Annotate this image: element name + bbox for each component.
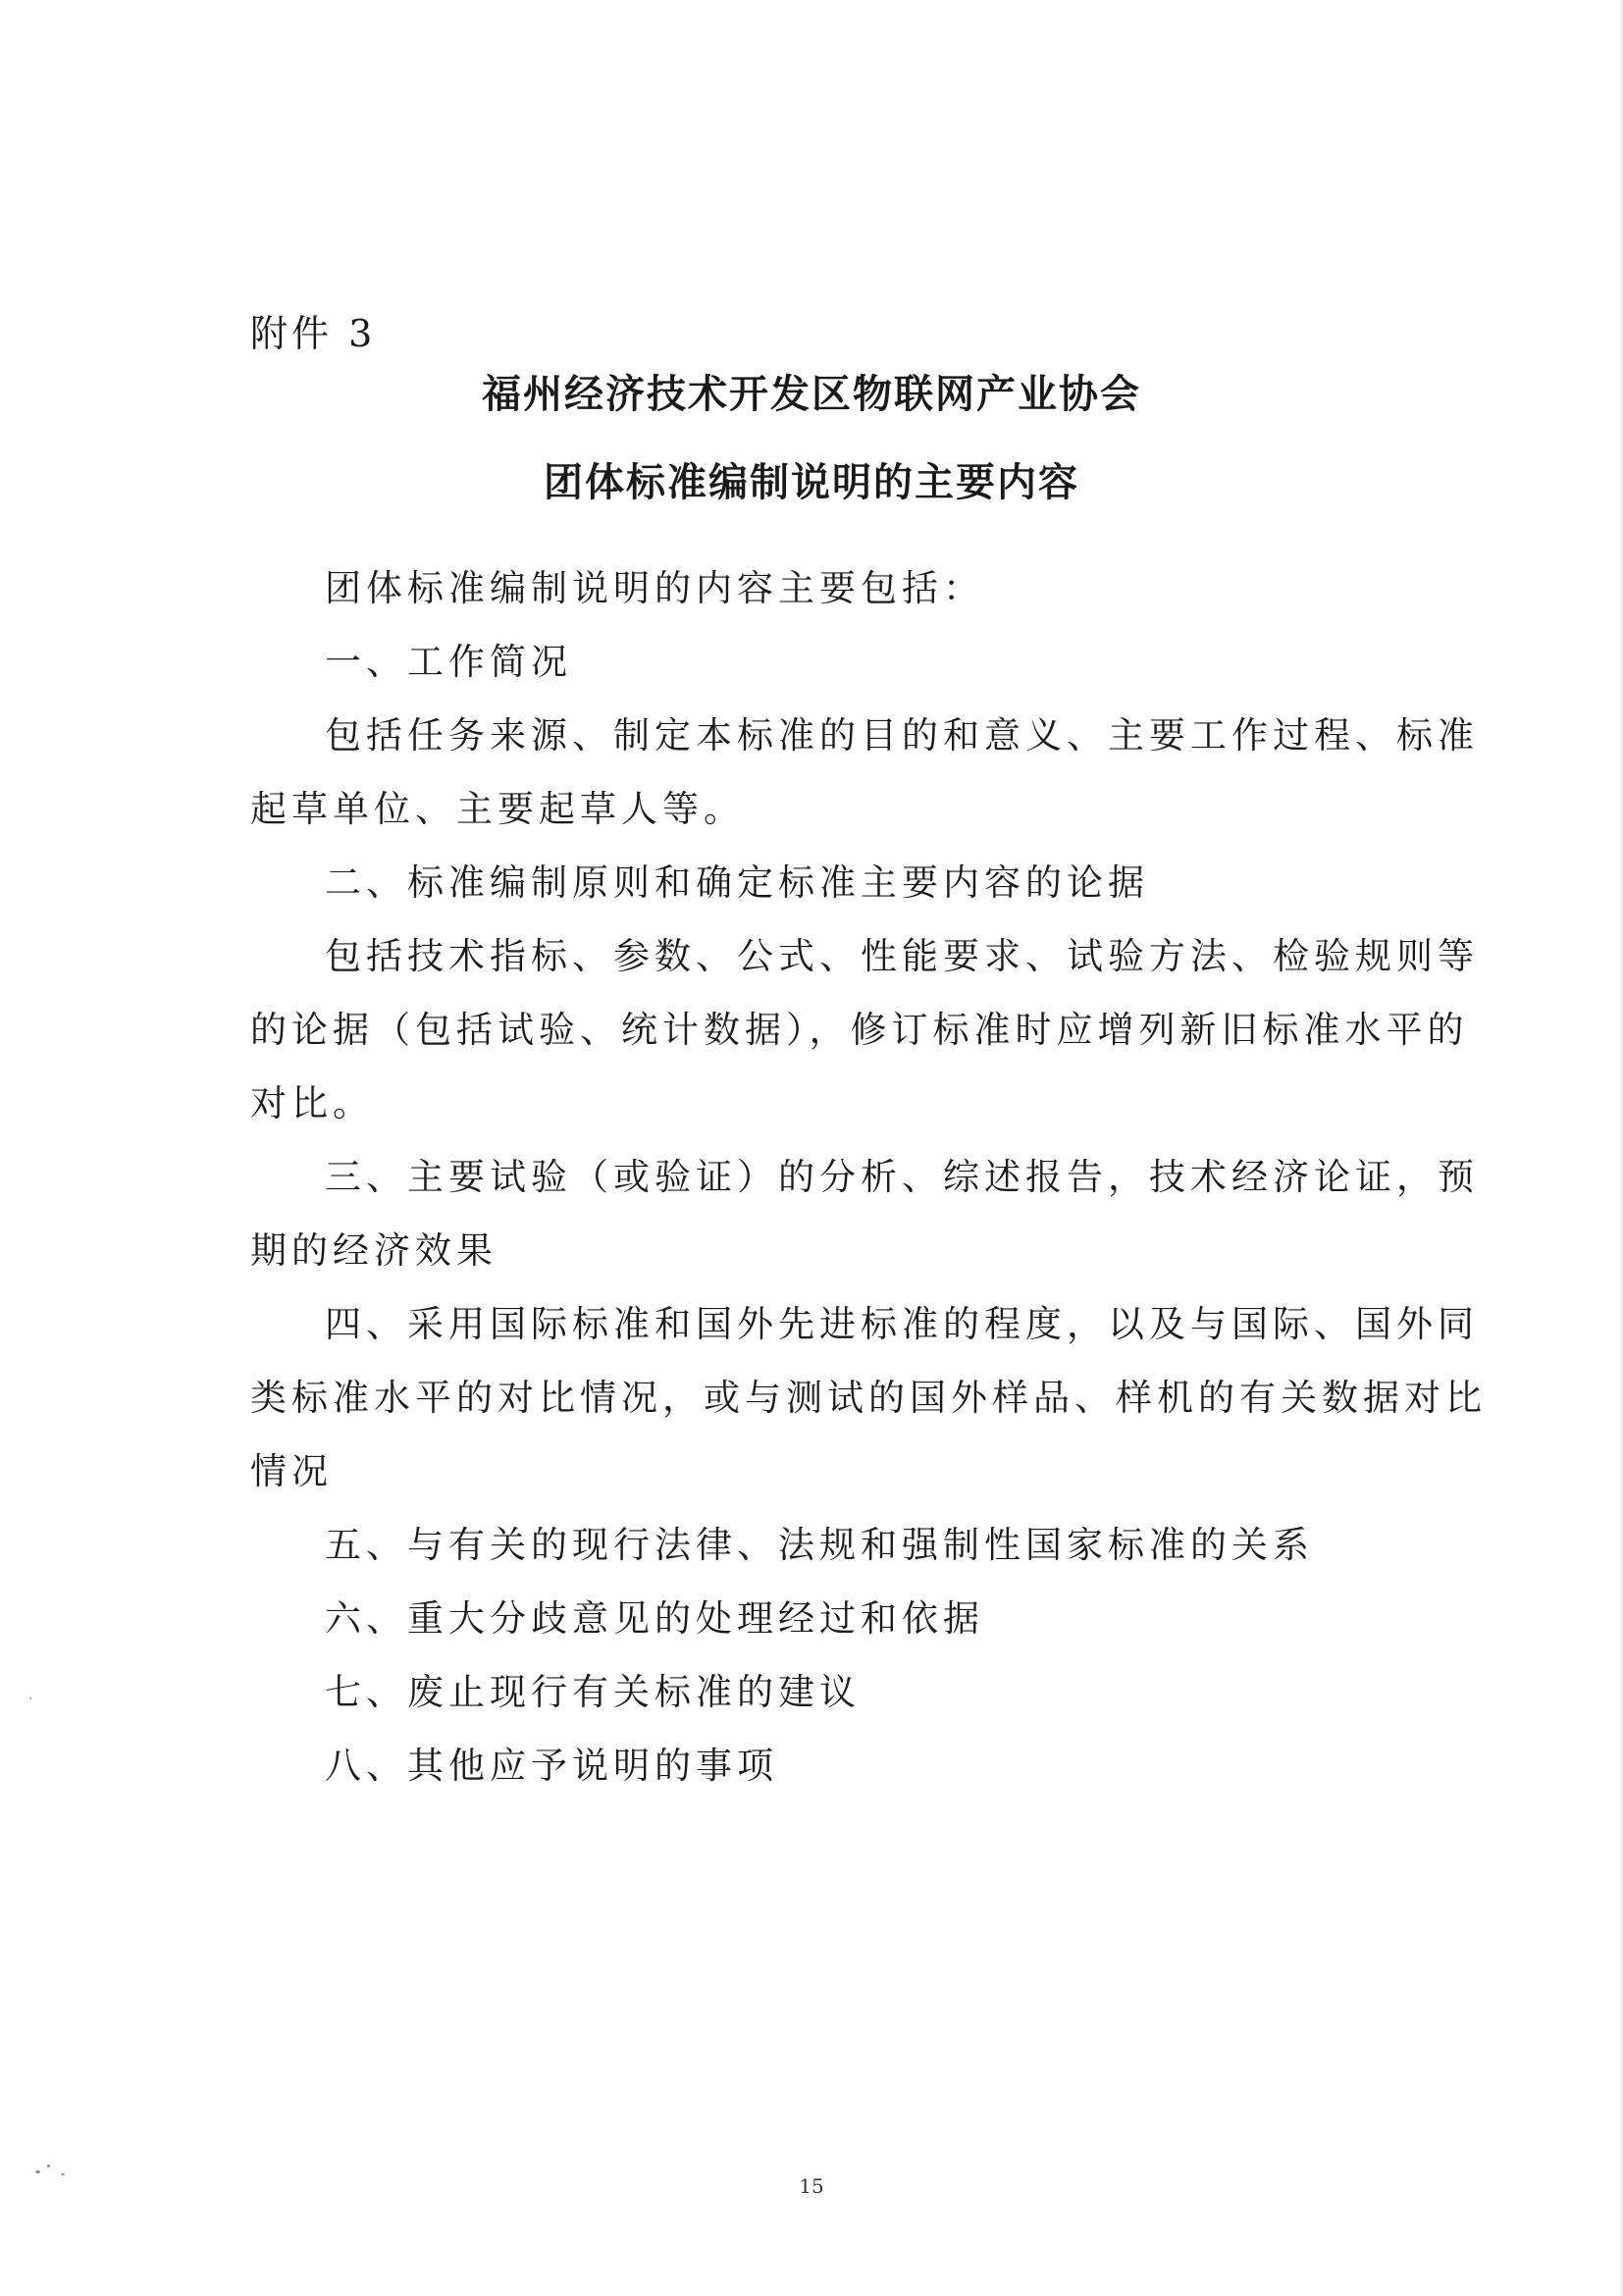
scan-speck (61, 2173, 65, 2175)
section-2-body-line: 包括技术指标、参数、公式、性能要求、试验方法、检验规则等 (325, 935, 1479, 977)
document-body (250, 551, 1487, 1802)
section-1-body-line: 包括任务来源、制定本标准的目的和意义、主要工作过程、标准 (325, 714, 1479, 757)
scan-speck (29, 1697, 31, 1699)
page-number: 15 (799, 2174, 824, 2198)
section-7-line: 七、废止现行有关标准的建议 (325, 1671, 861, 1713)
section-5-line: 五、与有关的现行法律、法规和强制性国家标准的关系 (325, 1524, 1314, 1566)
attachment-label: 附件 3 (250, 312, 377, 355)
section-4-line: 四、采用国际标准和国外先进标准的程度，以及与国际、国外同 (325, 1303, 1479, 1345)
section-1-heading: 一、工作简况 (325, 641, 572, 683)
section-4-line: 情况 (250, 1450, 333, 1492)
section-1-body-line: 起草单位、主要起草人等。 (250, 788, 745, 830)
section-3-line: 三、主要试验（或验证）的分析、综述报告，技术经济论证，预 (325, 1156, 1479, 1198)
scan-speck (35, 2170, 40, 2173)
scan-edge-shadow (1619, 0, 1623, 2296)
section-2-heading: 二、标准编制原则和确定标准主要内容的论据 (325, 861, 1149, 904)
scan-speck (47, 2165, 50, 2167)
document-title-line-2: 团体标准编制说明的主要内容 (544, 460, 1079, 505)
intro-paragraph: 团体标准编制说明的内容主要包括： (325, 567, 984, 609)
section-8-line: 八、其他应予说明的事项 (325, 1745, 778, 1787)
section-4-line: 类标准水平的对比情况，或与测试的国外样品、样机的有关数据对比 (250, 1377, 1487, 1419)
section-3-line: 期的经济效果 (250, 1229, 497, 1272)
section-6-line: 六、重大分歧意见的处理经过和依据 (325, 1597, 984, 1640)
section-2-body-line: 的论据（包括试验、统计数据），修订标准时应增列新旧标准水平的 (250, 1009, 1469, 1051)
document-title-line-1: 福州经济技术开发区物联网产业协会 (482, 372, 1141, 417)
section-2-body-line: 对比。 (250, 1082, 374, 1124)
